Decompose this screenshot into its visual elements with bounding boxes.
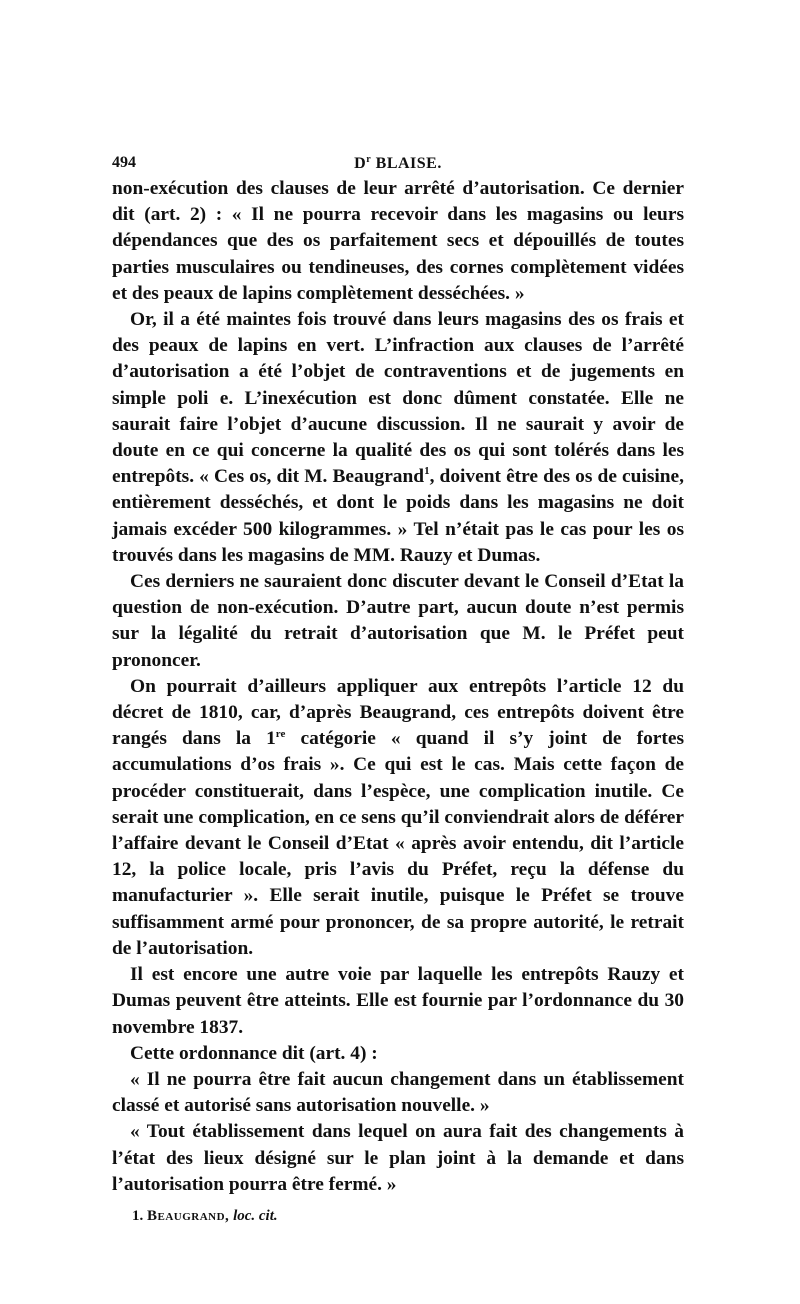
footnote-citation: loc. cit. bbox=[233, 1207, 278, 1224]
footnote bbox=[132, 1208, 684, 1225]
paragraph-art-4: Cette ordonnance dit (art. 4) : bbox=[130, 1042, 378, 1064]
footnote-reference[interactable]: 1 bbox=[424, 465, 430, 478]
title-superscript: r bbox=[366, 154, 372, 165]
paragraph-article-12 bbox=[112, 674, 684, 962]
book-page bbox=[112, 150, 684, 1225]
paragraph-infraction-text-cont: , doivent être des os de cuisine, entièrement desséchés, et dont le poids dans les magasins ne doit jamais excéder 500 kilogrammes. » Tel n’était pas le cas pour les os trouvés dans les magasins de MM. Rauzy et Dumas. bbox=[112, 466, 684, 566]
footnote-number: 1. bbox=[132, 1207, 144, 1224]
paragraph-article-12-text-cont: catégorie « quand il s’y joint de fortes accumulations d’os frais ». Ce qui est le cas. Mais cette façon de procéder constituerait, dans l’espèce, une complication inutile. Ce serait une complication, en ce sens qu’il conviendrait alors de déférer l’affaire devant le Conseil d’Etat « après avoir entendu, dit l’article 12, la police locale, pris l’avis du Préfet, reçu la défense du manufacturier ». Elle serait inutile, puisque le Préfet se trouve suffisamment armé pour prononcer, de sa propre autorité, le retrait de l’autorisation. bbox=[112, 728, 684, 959]
paragraph-infraction-text: Or, il a été maintes fois trouvé dans leurs magasins des os frais et des peaux de lapins en vert. L’infraction aux clauses de l’arrêté d’autorisation a été l’objet de contraventions et de jugements en simple poli e. L’inexécution est donc dûment constatée. Elle ne saurait faire l’objet d’aucune discussion. Il ne saurait y avoir de doute en ce qui concerne la qualité des os qui sont tolérés dans les entrepôts. « Ces os, dit M. Beaugrand bbox=[112, 309, 684, 488]
paragraph-ordonnance: Il est encore une autre voie par laquelle les entrepôts Rauzy et Dumas peuvent être atteints. Elle est fournie par l’ordonnance du 30 novembre 1837. bbox=[112, 964, 684, 1038]
title-name: BLAISE. bbox=[375, 155, 442, 172]
running-header bbox=[112, 150, 684, 176]
footnote-author: Beaugrand, bbox=[147, 1207, 230, 1224]
body-text bbox=[112, 176, 684, 1198]
title-prefix: D bbox=[354, 155, 367, 172]
paragraph-conseil: Ces derniers ne sauraient donc discuter devant le Conseil d’Etat la question de non-exécution. D’autre part, aucun doute n’est permis sur la légalité du retrait d’autorisation que M. le Préfet peut prononcer. bbox=[112, 571, 684, 671]
page-number: 494 bbox=[112, 154, 136, 171]
paragraph-article-12-text: On pourrait d’ailleurs appliquer aux entrepôts l’article 12 du décret de 1810, car, d’après Beaugrand, ces entrepôts doivent être rangés dans la 1 bbox=[112, 675, 684, 750]
ordinal-superscript: re bbox=[275, 728, 286, 741]
running-title bbox=[112, 154, 684, 173]
paragraph-continued: non-exécution des clauses de leur arrêté d’autorisation. Ce dernier dit (art. 2) : « Il ne pourra recevoir dans les magasins ou leurs dépendances que des os parfaitement secs et dépouillés de toutes parties musculaires ou tendineuses, des cornes complètement vidées et des peaux de lapins complètement desséchées. » bbox=[112, 178, 684, 304]
paragraph-infraction bbox=[112, 307, 684, 569]
quote-changement: « Il ne pourra être fait aucun changement dans un établissement classé et autorisé sans autorisation nouvelle. » bbox=[112, 1068, 684, 1117]
quote-fermeture: « Tout établissement dans lequel on aura fait des changements à l’état des lieux désigné sur le plan joint à la demande et dans l’autorisation pourra être fermé. » bbox=[112, 1121, 684, 1195]
